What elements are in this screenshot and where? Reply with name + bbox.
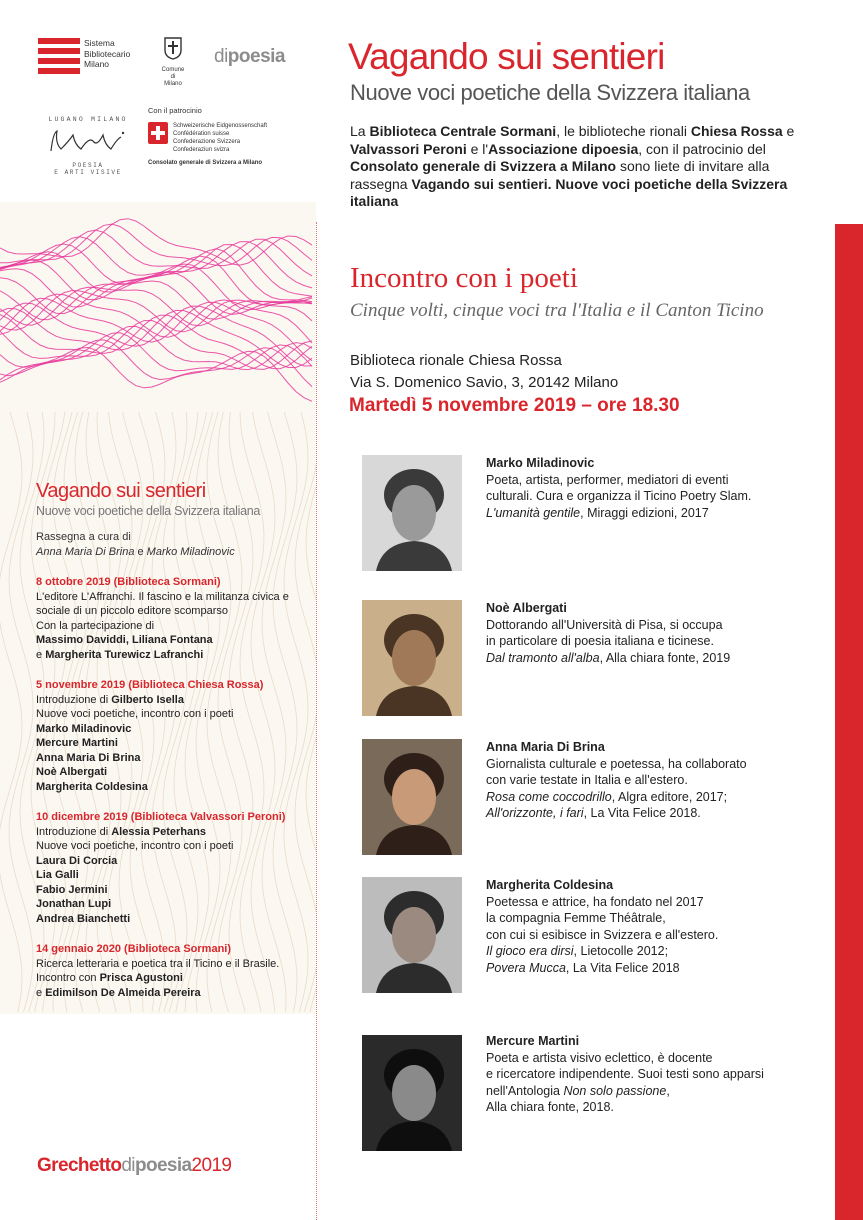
poet-bio-line: Dottorando all'Università di Pisa, si occupa [486, 617, 723, 632]
grechetto-logo: Grechettodipoesia2019 [37, 1155, 232, 1176]
event-line: Jonathan Lupi [36, 898, 112, 910]
poet-bio-line: Il gioco era dirsi, Lietocolle 2012; [486, 944, 669, 958]
event-line: Laura Di Corcia [36, 854, 118, 867]
schedule-event [36, 942, 304, 1000]
poet-bio-line: con cui si esibisce in Svizzera e all'estero. [486, 927, 719, 942]
poet-name: Margherita Coldesina [486, 878, 614, 892]
event-date-heading: 5 novembre 2019 (Biblioteca Chiesa Rossa) [36, 679, 264, 691]
poet-bio-line: Dal tramonto all'alba, Alla chiara fonte, 2019 [486, 650, 731, 665]
event-line: Nuove voci poetiche, incontro con i poeti [36, 708, 234, 720]
program-title: Vagando sui sentieri [36, 480, 206, 502]
event-line: Lia Galli [36, 869, 79, 881]
event-line: Noè Albergati [36, 766, 108, 778]
comune-milano-logo: Comune di Milano [158, 36, 188, 78]
poet-portrait [362, 455, 462, 571]
poet-portrait [362, 600, 462, 716]
dotted-divider [316, 222, 317, 1220]
event-line: Massimo Daviddi, Liliana Fontana [36, 634, 213, 646]
poet-bio-line: Poeta e artista visivo eclettico, è docente [486, 1050, 713, 1065]
event-date-heading: 14 gennaio 2020 (Biblioteca Sormani) [36, 943, 232, 955]
event-line: e Margherita Turewicz Lafranchi [36, 648, 204, 661]
event-line: Andrea Bianchetti [36, 912, 131, 925]
poet-bio-line: Alla chiara fonte, 2018. [486, 1100, 614, 1114]
poet-bio-line: e ricercatore indipendente. Suoi testi sono apparsi [486, 1067, 764, 1081]
poet-bio-line: Poetessa e attrice, ha fondato nel 2017 [486, 894, 704, 909]
poet-bio [486, 455, 796, 521]
poet-bio-line: culturali. Cura e organizza il Ticino Poetry Slam. [486, 489, 752, 503]
event-title: Incontro con i poeti [350, 262, 578, 294]
sbm-logo [38, 38, 158, 78]
poet-name: Anna Maria Di Brina [486, 740, 605, 754]
page-title: Vagando sui sentieri [348, 36, 665, 77]
pink-wave-artwork [0, 202, 316, 402]
schedule-event [36, 678, 304, 794]
event-date: Martedì 5 novembre 2019 – ore 18.30 [349, 395, 680, 416]
event-line: Mercure Martini [36, 737, 118, 749]
poet-bio [486, 877, 796, 976]
event-line: Con la partecipazione di [36, 619, 155, 632]
poet-portrait [362, 1035, 462, 1151]
consolato-label: Consolato generale di Svizzera a Milano [148, 160, 263, 166]
poet-bio-line: in particolare di poesia italiana e ticinese. [486, 634, 714, 648]
event-line: Nuove voci poetiche, incontro con i poeti [36, 840, 234, 852]
sbm-logo-mark [38, 38, 80, 74]
dipoesia-logo: dipoesia [214, 46, 285, 67]
event-line: Margherita Coldesina [36, 780, 148, 793]
event-line: e Edimilson De Almeida Pereira [36, 986, 201, 999]
intro-paragraph: La Biblioteca Centrale Sormani, le biblioteche rionali Chiesa Rossa e Valvassori Peroni e l'Associazione dipoesia, con il patrocinio del Consolato generale di Svizzera a Milano sono liete di invitare alla rassegna Vagando sui sentieri. Nuove voci poetiche della Svizzera italiana [350, 123, 795, 209]
poet-bio-line: All'orizzonte, i fari, La Vita Felice 2018. [486, 806, 701, 820]
side-accent-bar [835, 224, 863, 1220]
event-line: Anna Maria Di Brina [36, 751, 141, 764]
poet-bio-line: la compagnia Femme Théâtrale, [486, 911, 666, 925]
poet-bio-line: Rosa come coccodrillo, Algra editore, 2017; [486, 789, 728, 804]
patrocinio-block [148, 106, 308, 166]
patrocinio-label: Con il patrocinio [148, 106, 202, 115]
event-line: Introduzione di Alessia Peterhans [36, 825, 206, 838]
event-date-heading: 10 dicembre 2019 (Biblioteca Valvassori Peroni) [36, 811, 286, 823]
event-line: Ricerca letteraria e poetica tra il Ticino e il Brasile. [36, 957, 280, 970]
poet-bio-line: con varie testate in Italia e all'estero. [486, 773, 688, 787]
page-subtitle: Nuove voci poetiche della Svizzera italiana [350, 80, 750, 105]
poet-bio-line: nell'Antologia Non solo passione, [486, 1083, 670, 1098]
event-subtitle: Cinque volti, cinque voci tra l'Italia e il Canton Ticino [350, 300, 764, 321]
poet-bio-line: Povera Mucca, La Vita Felice 2018 [486, 960, 680, 975]
poet-bio [486, 1033, 796, 1116]
poet-portrait [362, 877, 462, 993]
poet-name: Marko Miladinovic [486, 456, 595, 470]
event-line: Incontro con Prisca Agustoni [36, 972, 183, 984]
event-venue: Biblioteca rionale Chiesa Rossa Via S. Domenico Savio, 3, 20142 Milano [350, 352, 619, 391]
poet-bio-line: L'umanità gentile, Miraggi edizioni, 2017 [486, 505, 709, 520]
poet-bio [486, 600, 796, 666]
program-schedule [36, 480, 304, 1000]
poet-bio [486, 739, 796, 822]
poet-bio-line: Poeta, artista, performer, mediatori di eventi [486, 472, 729, 487]
swiss-confederation-text: Schweizerische Eidgenossenschaft Confédération suisse Confederazione Svizzera Confederaziun svizra [173, 123, 268, 153]
lumi-signature-icon [43, 127, 133, 157]
poet-name: Mercure Martini [486, 1034, 580, 1048]
program-subtitle: Nuove voci poetiche della Svizzera italiana [36, 504, 261, 518]
schedule-event [36, 575, 304, 662]
poet-bio-line: Giornalista culturale e poetessa, ha collaborato [486, 756, 747, 771]
comune-crest-icon [162, 36, 184, 60]
event-line: Marko Miladinovic [36, 722, 132, 735]
poet-portrait [362, 739, 462, 855]
event-line: Fabio Jermini [36, 883, 108, 896]
curators: Rassegna a cura di Anna Maria Di Brina e Marko Miladinovic [36, 531, 235, 558]
swiss-flag-icon [148, 122, 168, 144]
event-line: L'editore L'Affranchi. Il fascino e la militanza civica e sociale di un piccolo editore scomparso [36, 590, 289, 617]
sbm-logo-text: Sistema Bibliotecario Milano [84, 38, 131, 69]
event-line: Introduzione di Gilberto Isella [36, 693, 184, 706]
schedule-event [36, 810, 304, 926]
poet-name: Noè Albergati [486, 601, 567, 615]
lugano-milano-logo: LUGANO MILANO POESIA E ARTI VISIVE [38, 116, 138, 186]
event-date-heading: 8 ottobre 2019 (Biblioteca Sormani) [36, 576, 221, 588]
